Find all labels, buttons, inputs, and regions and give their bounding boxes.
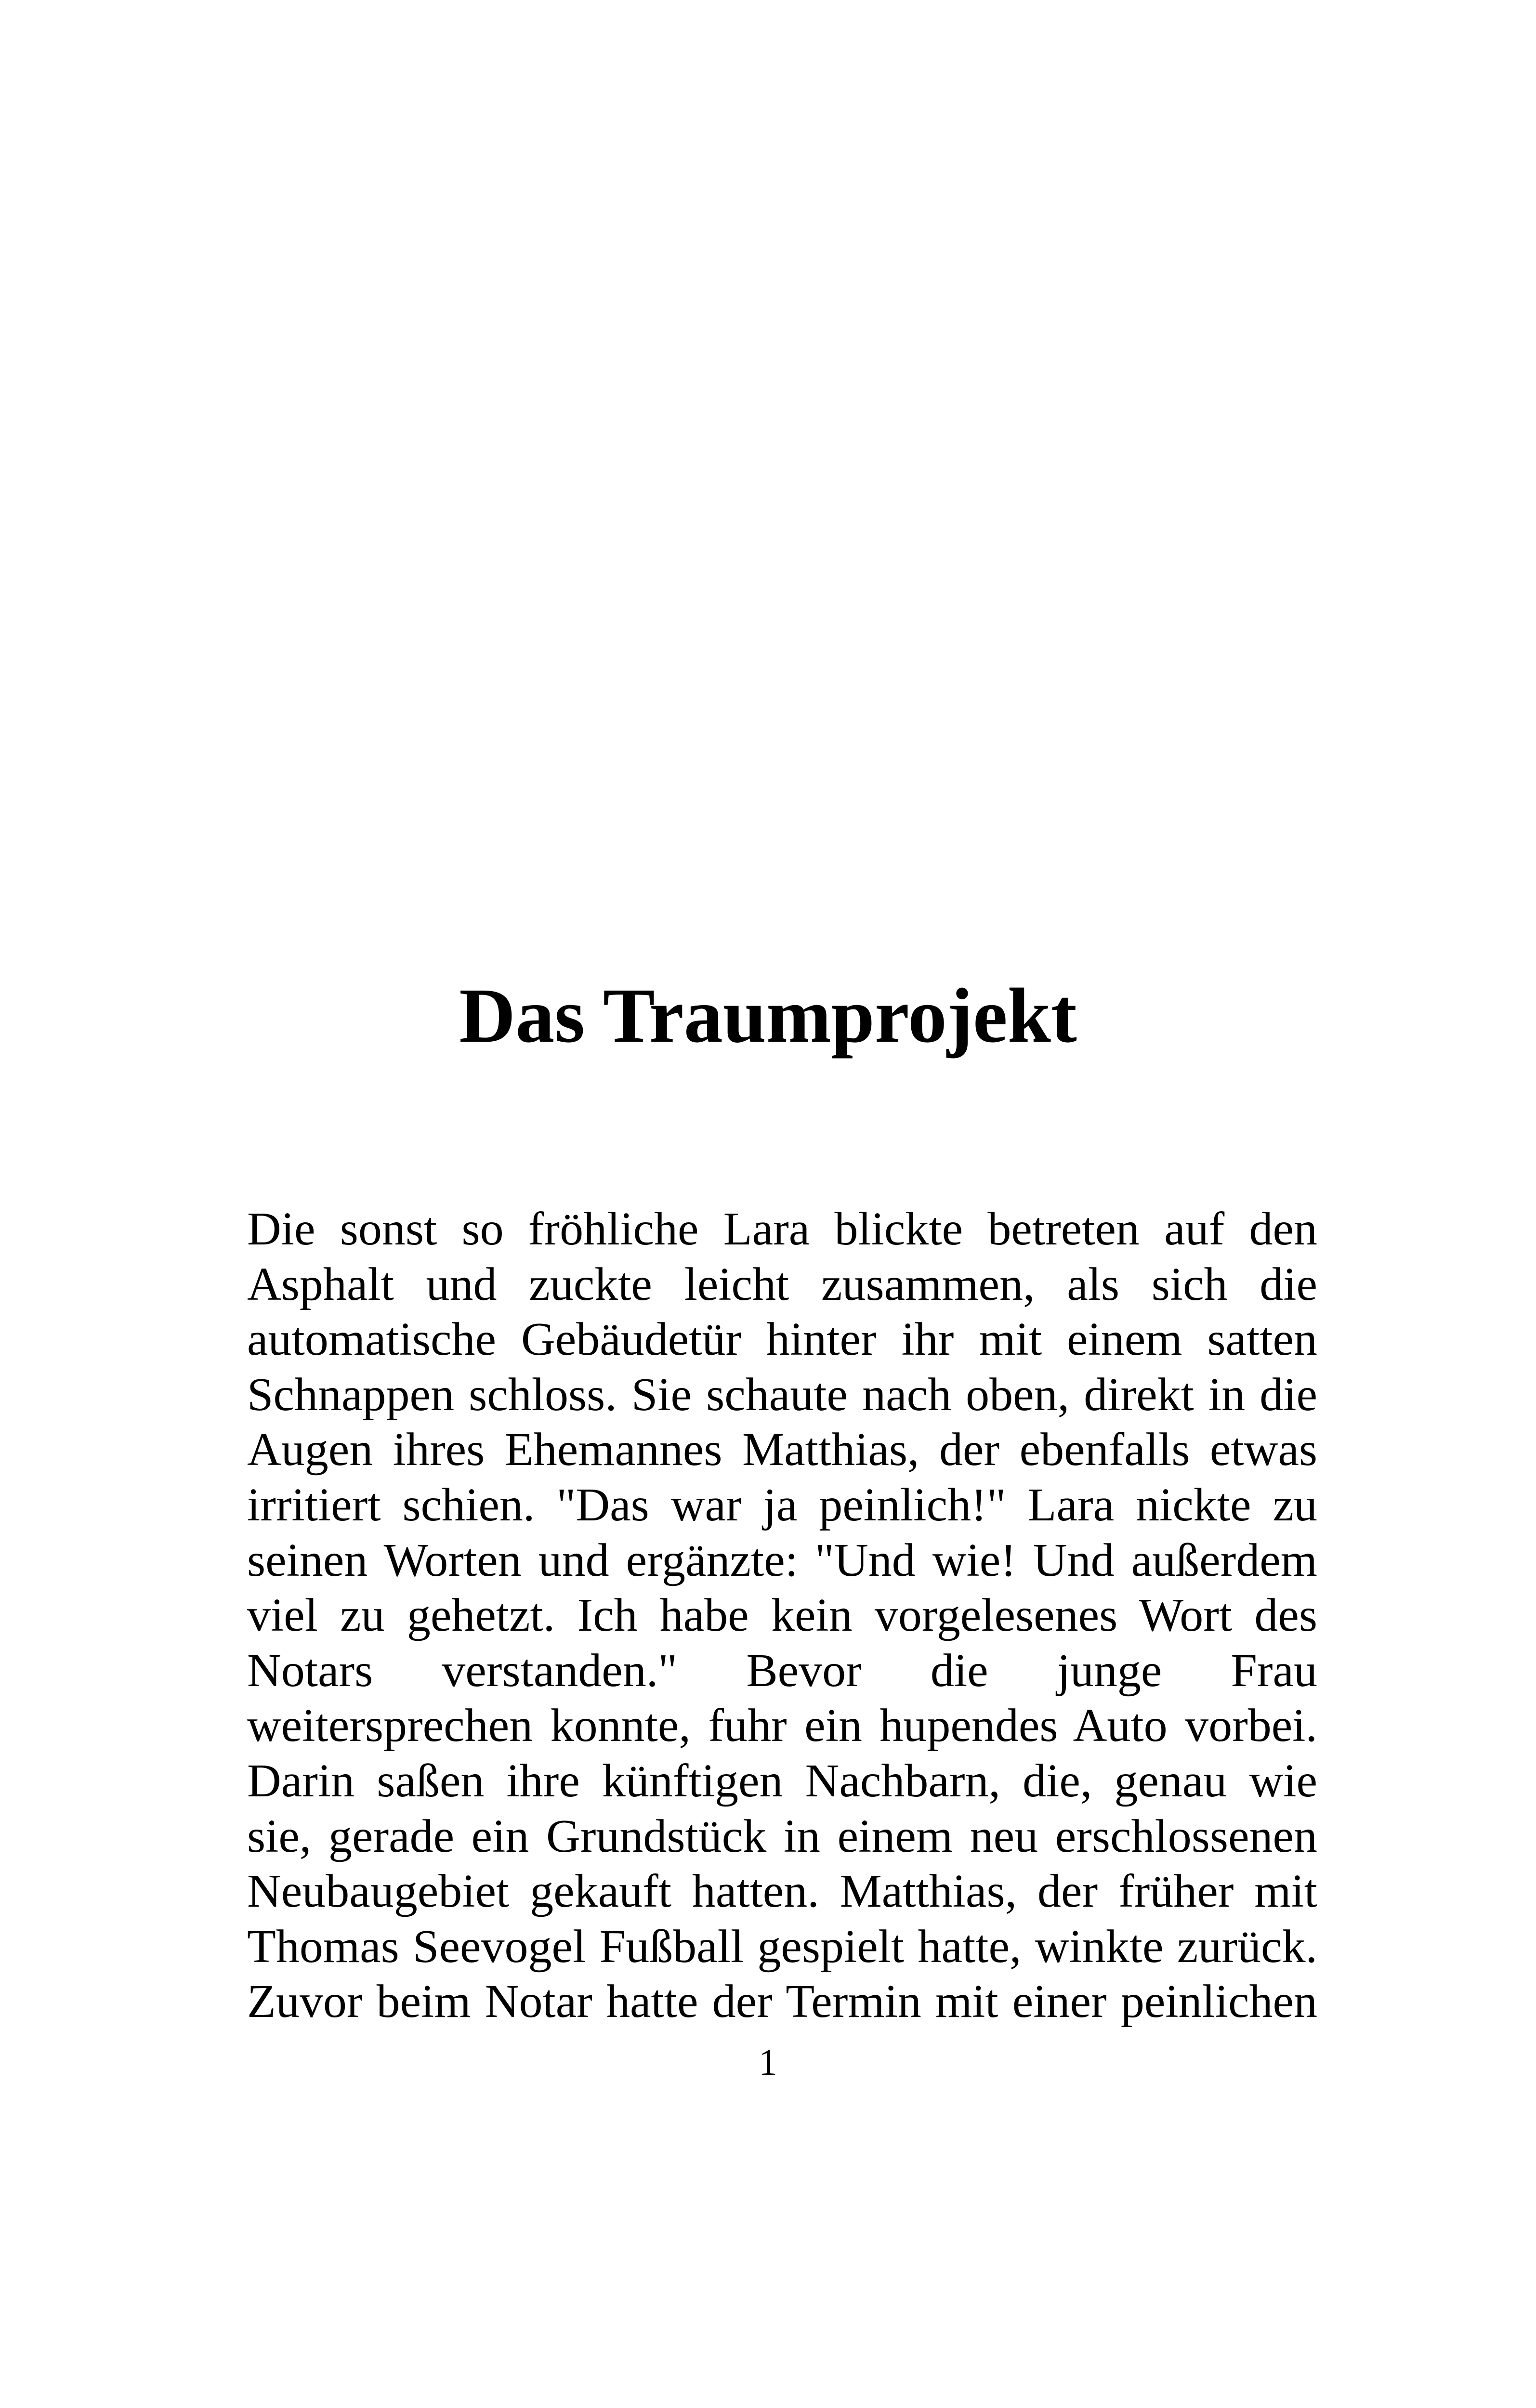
text-line: irritiert schien. "Das war ja peinlich!" Lara nickte zu <box>247 1479 1317 1531</box>
text-line: Augen ihres Ehemannes Matthias, der ebenfalls etwas <box>247 1424 1317 1476</box>
text-line: Notars verstanden." Bevor die junge Frau <box>247 1644 1317 1697</box>
text-line: Darin saßen ihre künftigen Nachbarn, die, genau wie <box>247 1754 1317 1807</box>
text-line: Thomas Seevogel Fußball gespielt hatte, winkte zurück. <box>247 1920 1317 1973</box>
text-line: Zuvor beim Notar hatte der Termin mit einer peinlichen <box>247 1976 1317 2028</box>
text-line: Schnappen schloss. Sie schaute nach oben, direkt in die <box>247 1368 1317 1421</box>
text-line: automatische Gebäudetür hinter ihr mit einem satten <box>247 1313 1317 1366</box>
text-line: seinen Worten und ergänzte: "Und wie! Und außerdem <box>247 1534 1317 1586</box>
text-line: Die sonst so fröhliche Lara blickte betreten auf den <box>247 1203 1317 1255</box>
text-line: Neubaugebiet gekauft hatten. Matthias, der früher mit <box>247 1865 1317 1918</box>
text-line: sie, gerade ein Grundstück in einem neu erschlossenen <box>247 1810 1317 1862</box>
page-number: 1 <box>759 2041 777 2083</box>
body-paragraph <box>247 1202 1317 2029</box>
text-line: weitersprechen konnte, fuhr ein hupendes Auto vorbei. <box>247 1700 1317 1752</box>
text-line: Asphalt und zuckte leicht zusammen, als sich die <box>247 1258 1317 1310</box>
text-line: viel zu gehetzt. Ich habe kein vorgelesenes Wort des <box>247 1589 1317 1642</box>
chapter-title: Das Traumprojekt <box>459 973 1077 1059</box>
